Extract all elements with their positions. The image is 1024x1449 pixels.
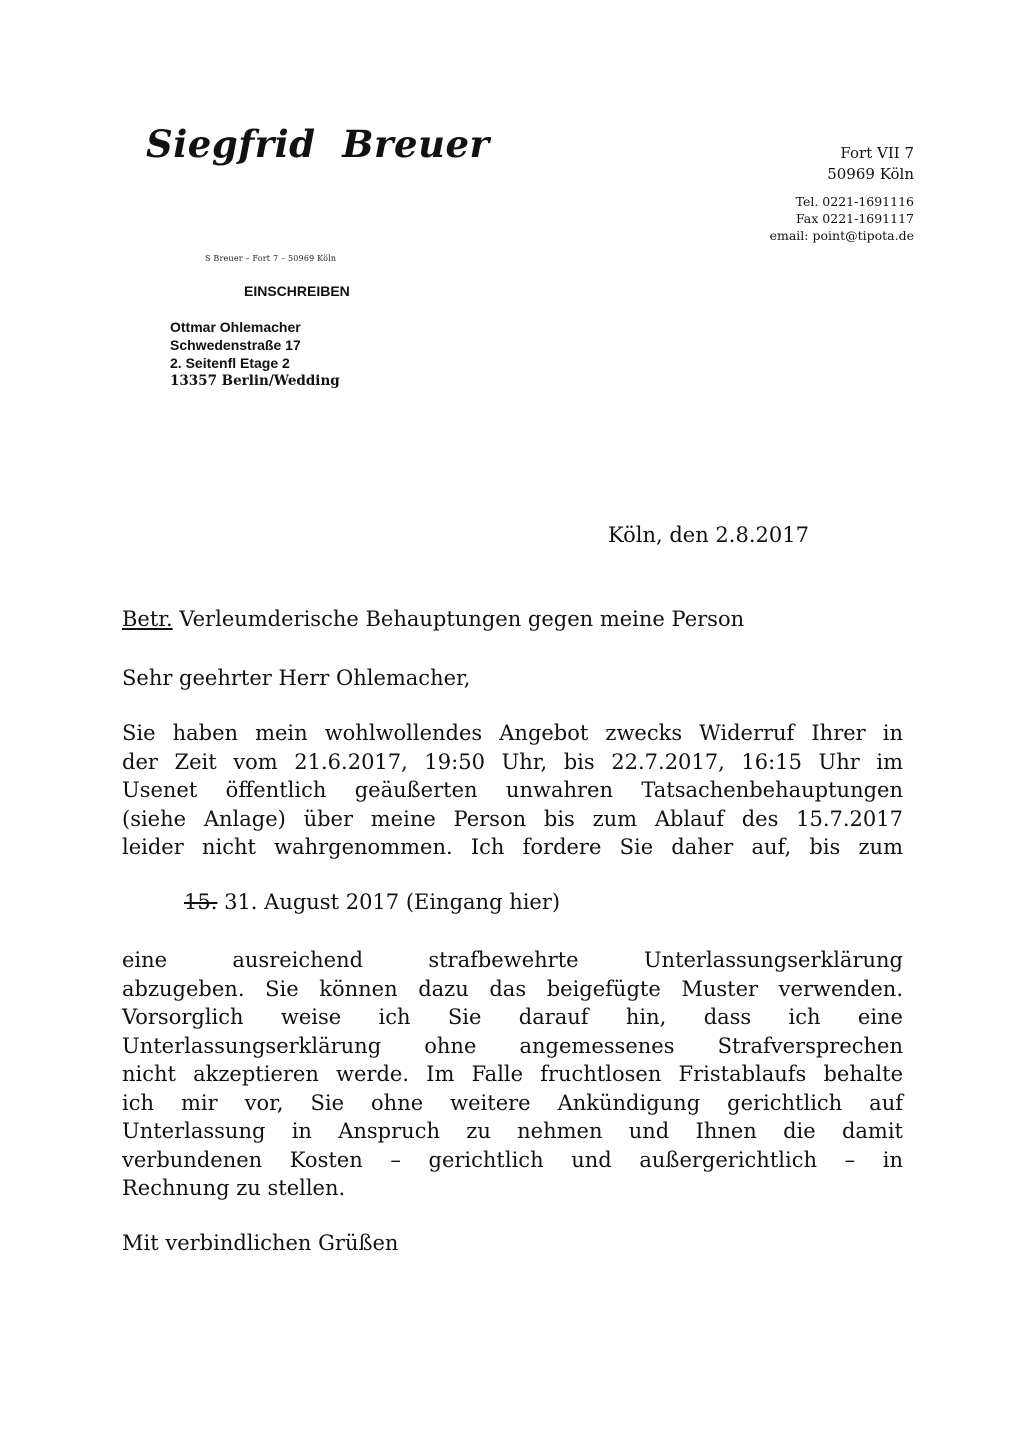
subject-label: Betr. <box>122 607 173 631</box>
paragraph-line: Vorsorglich weise ich Sie darauf hin, dass ich eine <box>122 1005 903 1029</box>
letterhead-name: Siegfrid Breuer <box>146 122 490 166</box>
letter-date: Köln, den 2.8.2017 <box>608 523 809 547</box>
paragraph-line: verbundenen Kosten – gerichtlich und außergerichtlich – in <box>122 1147 903 1172</box>
sender-city: 50969 Köln <box>827 165 914 183</box>
paragraph-line: der Zeit vom 21.6.2017, 19:50 Uhr, bis 22.7.2017, 16:15 Uhr im <box>122 749 903 774</box>
sender-address <box>827 143 914 185</box>
paragraph-line: (siehe Anlage) über meine Person bis zum Ablauf des 15.7.2017 <box>122 806 903 831</box>
deadline-text: 31. August 2017 (Eingang hier) <box>217 890 561 914</box>
paragraph-line: leider nicht wahrgenommen. Ich fordere Sie daher auf, bis zum <box>122 835 903 859</box>
paragraph-1 <box>122 719 903 862</box>
closing: Mit verbindlichen Grüßen <box>122 1231 399 1255</box>
paragraph-line: eine ausreichend strafbewehrte Unterlassungserklärung <box>122 948 903 972</box>
paragraph-line: nicht akzeptieren werde. Im Falle fruchtlosen Fristablaufs behalte <box>122 1062 903 1086</box>
paragraph-line: abzugeben. Sie können dazu das beigefügte Muster verwenden. <box>122 976 903 1001</box>
delivery-type: EINSCHREIBEN <box>244 283 350 299</box>
salutation: Sehr geehrter Herr Ohlemacher, <box>122 666 471 690</box>
sender-tel: Tel. 0221-1691116 <box>795 194 914 209</box>
paragraph-line: Sie haben mein wohlwollendes Angebot zwecks Widerruf Ihrer in <box>122 721 903 745</box>
paragraph-line: Unterlassung in Anspruch zu nehmen und Ihnen die damit <box>122 1119 903 1143</box>
sender-street: Fort VII 7 <box>840 144 914 162</box>
recipient-address <box>170 318 340 390</box>
recipient-city: 13357 Berlin/Wedding <box>170 373 340 389</box>
sender-fax: Fax 0221-1691117 <box>795 211 914 226</box>
paragraph-2 <box>122 946 903 1203</box>
return-address-line: S Breuer – Fort 7 – 50969 Köln <box>205 254 337 263</box>
paragraph-line: ich mir vor, Sie ohne weitere Ankündigung gerichtlich auf <box>122 1090 903 1115</box>
struck-date: 15. <box>184 890 218 914</box>
recipient-name: Ottmar Ohlemacher <box>170 319 301 335</box>
sender-email: email: point@tipota.de <box>769 228 914 243</box>
subject-text: Verleumderische Behauptungen gegen meine Person <box>172 607 745 631</box>
recipient-extra: 2. Seitenfl Etage 2 <box>170 355 290 371</box>
sender-contact <box>770 193 914 244</box>
subject-line <box>122 605 744 634</box>
paragraph-line: Usenet öffentlich geäußerten unwahren Tatsachenbehauptungen <box>122 778 903 802</box>
paragraph-line: Unterlassungserklärung ohne angemessenes Strafversprechen <box>122 1033 903 1058</box>
recipient-street: Schwedenstraße 17 <box>170 337 301 353</box>
paragraph-line: Rechnung zu stellen. <box>122 1176 346 1200</box>
deadline-line <box>184 888 560 917</box>
